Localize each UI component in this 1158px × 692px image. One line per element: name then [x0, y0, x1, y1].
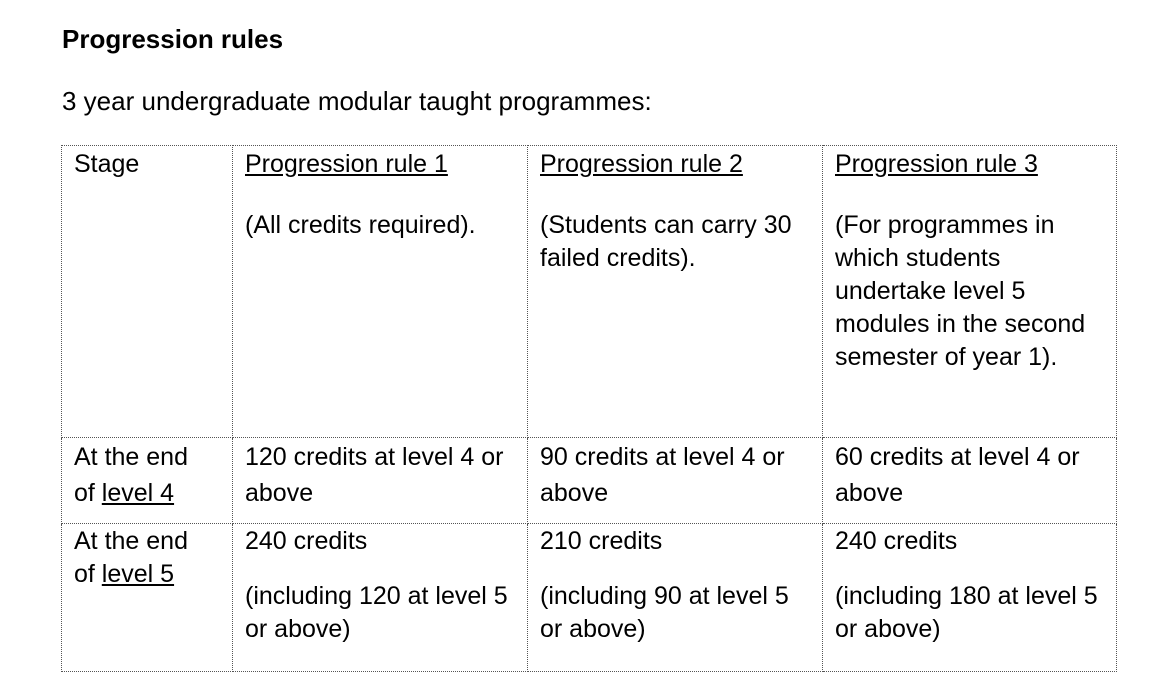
rule-2-title: Progression rule 2	[540, 150, 743, 178]
rule-2-note: (Students can carry 30 failed credits).	[540, 211, 792, 272]
rule-1-header-cell	[233, 146, 528, 438]
cell-note: (including 90 at level 5 or above)	[540, 582, 789, 643]
rule-1-title: Progression rule 1	[245, 150, 448, 178]
rule-3-title: Progression rule 3	[835, 150, 1038, 178]
rule-1-cell	[233, 438, 528, 524]
rule-2-header-cell	[528, 146, 823, 438]
stage-level: level 5	[101, 560, 175, 588]
progression-rules-table	[61, 145, 1117, 672]
rule-3-header-cell	[823, 146, 1117, 438]
stage-cell	[62, 524, 233, 672]
page-subtitle: 3 year undergraduate modular taught programmes:	[62, 86, 652, 116]
stage-of: of	[74, 479, 102, 507]
stage-prefix: At the end	[74, 527, 188, 555]
rule-2-cell	[528, 524, 823, 672]
rule-1-note: (All credits required).	[245, 211, 476, 239]
rule-1-cell	[233, 524, 528, 672]
page-title: Progression rules	[62, 24, 284, 54]
stage-header-cell	[62, 146, 233, 438]
cell-note: (including 180 at level 5 or above)	[835, 582, 1098, 643]
rule-3-cell	[823, 524, 1117, 672]
cell-main: 60 credits at level 4 or above	[835, 443, 1080, 507]
cell-main: 120 credits at level 4 or above	[245, 443, 504, 507]
cell-main: 240 credits	[245, 527, 368, 555]
stage-header-label: Stage	[74, 150, 140, 178]
table-row	[62, 524, 1117, 672]
table-row	[62, 438, 1117, 524]
stage-prefix: At the end	[74, 443, 188, 471]
rule-3-note: (For programmes in which students undertake level 5 modules in the second semester of year 1).	[835, 211, 1086, 371]
table-header-row	[62, 146, 1117, 438]
cell-main: 90 credits at level 4 or above	[540, 443, 785, 507]
cell-main: 240 credits	[835, 527, 958, 555]
stage-level: level 4	[101, 479, 175, 507]
cell-note: (including 120 at level 5 or above)	[245, 582, 508, 643]
rule-2-cell	[528, 438, 823, 524]
rule-3-cell	[823, 438, 1117, 524]
cell-main: 210 credits	[540, 527, 663, 555]
stage-of: of	[74, 560, 102, 588]
stage-cell	[62, 438, 233, 524]
